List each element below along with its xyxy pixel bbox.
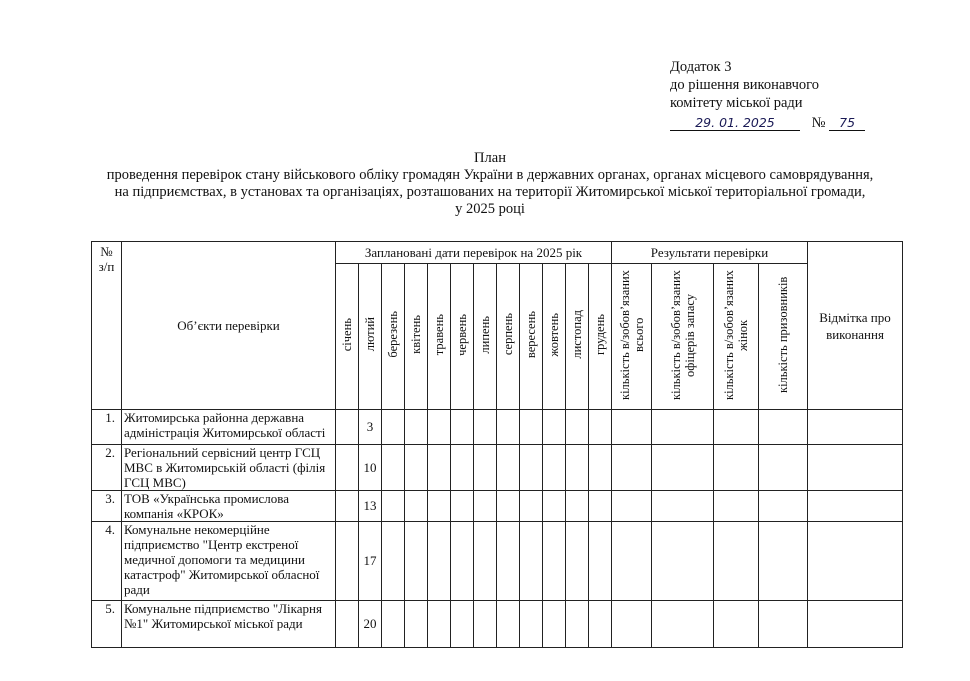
header-month [451, 264, 474, 410]
row-result-cell [759, 601, 808, 648]
plan-table [91, 241, 903, 648]
row-month-cell [566, 410, 589, 445]
row-month-cell [474, 522, 497, 601]
row-month-cell [566, 491, 589, 522]
row-number: 5. [92, 601, 122, 648]
row-result-cell [652, 445, 714, 491]
header-completion-mark: Відмітка про виконання [808, 242, 903, 410]
row-month-cell [589, 410, 612, 445]
month-label: червень [455, 313, 469, 356]
row-month-cell [382, 410, 405, 445]
row-result-cell [612, 410, 652, 445]
row-month-cell [589, 522, 612, 601]
header-month [359, 264, 382, 410]
row-month-cell [589, 601, 612, 648]
row-month-cell [566, 522, 589, 601]
row-month-cell [336, 522, 359, 601]
row-month-cell [474, 601, 497, 648]
row-month-cell [543, 445, 566, 491]
row-month-cell [428, 522, 451, 601]
month-label: жовтень [547, 312, 561, 357]
row-month-cell [566, 601, 589, 648]
header-month [543, 264, 566, 410]
row-number: 1. [92, 410, 122, 445]
month-label: вересень [524, 310, 538, 359]
row-month-cell [520, 445, 543, 491]
header-result [652, 264, 714, 410]
plan-subtitle-1: проведення перевірок стану військового обліку громадян України в державних органах, органах місцевого самоврядування, [106, 167, 874, 183]
row-result-cell [612, 522, 652, 601]
table-row [92, 491, 903, 522]
header-month [474, 264, 497, 410]
row-month-cell [451, 601, 474, 648]
row-month-cell [497, 491, 520, 522]
row-result-cell [652, 491, 714, 522]
plan-title [60, 150, 920, 218]
row-mark-cell [808, 522, 903, 601]
row-month-cell [405, 522, 428, 601]
row-day-february: 13 [359, 491, 382, 522]
row-number: 3. [92, 491, 122, 522]
month-label: квітень [409, 315, 423, 354]
row-object: Житомирська районна державна адміністрація Житомирської області [122, 410, 336, 445]
header-month [382, 264, 405, 410]
row-month-cell [520, 601, 543, 648]
row-month-cell [451, 445, 474, 491]
table-row [92, 601, 903, 648]
decision-date: 29. 01. 2025 [670, 116, 800, 131]
row-mark-cell [808, 601, 903, 648]
row-month-cell [428, 601, 451, 648]
row-month-cell [543, 522, 566, 601]
header-month [428, 264, 451, 410]
row-mark-cell [808, 445, 903, 491]
header-result [714, 264, 759, 410]
plan-subtitle-2: на підприємствах, в установах та організаціях, розташованих на території Житомирської міської територіальної громади, [114, 184, 866, 200]
row-number: 4. [92, 522, 122, 601]
row-month-cell [405, 491, 428, 522]
row-result-cell [714, 410, 759, 445]
plan-heading: План [474, 150, 506, 166]
row-result-cell [714, 445, 759, 491]
row-result-cell [652, 601, 714, 648]
annex-committee: комітету міської ради [670, 95, 803, 111]
month-label: березень [386, 311, 400, 358]
row-result-cell [612, 601, 652, 648]
row-result-cell [759, 522, 808, 601]
row-month-cell [336, 491, 359, 522]
row-month-cell [497, 522, 520, 601]
row-month-cell [497, 445, 520, 491]
decision-number: 75 [829, 116, 865, 131]
annex-title: Додаток 3 [670, 59, 732, 75]
row-month-cell [497, 410, 520, 445]
row-month-cell [336, 601, 359, 648]
row-result-cell [759, 445, 808, 491]
row-month-cell [520, 410, 543, 445]
row-result-cell [714, 491, 759, 522]
row-object: Комунальне некомерційне підприємство "Центр екстреної медичної допомоги та медицини катастроф" Житомирської обласної ради [122, 522, 336, 601]
row-month-cell [520, 522, 543, 601]
row-object: Комунальне підприємство "Лікарня №1" Житомирської міської ради [122, 601, 336, 648]
header-month [589, 264, 612, 410]
row-day-february: 17 [359, 522, 382, 601]
row-number: 2. [92, 445, 122, 491]
row-month-cell [382, 491, 405, 522]
month-label: січень [340, 317, 354, 352]
header-objects: Об’єкти перевірки [122, 242, 336, 410]
row-month-cell [451, 410, 474, 445]
result-label: кількість в/зобов’язаних всього [617, 269, 646, 400]
row-month-cell [451, 491, 474, 522]
row-month-cell [589, 445, 612, 491]
plan-subtitle-3: у 2025 році [455, 201, 525, 217]
header-results: Результати перевірки [612, 242, 808, 264]
result-label: кількість призовників [776, 276, 790, 393]
row-month-cell [382, 522, 405, 601]
row-month-cell [474, 445, 497, 491]
annex-block [670, 58, 865, 132]
row-month-cell [405, 601, 428, 648]
row-month-cell [520, 491, 543, 522]
header-month [336, 264, 359, 410]
row-result-cell [652, 522, 714, 601]
annex-date-number [670, 114, 865, 132]
row-month-cell [497, 601, 520, 648]
row-month-cell [566, 445, 589, 491]
row-day-february: 3 [359, 410, 382, 445]
header-month [520, 264, 543, 410]
month-label: лютий [363, 317, 377, 352]
row-month-cell [382, 445, 405, 491]
row-mark-cell [808, 410, 903, 445]
row-result-cell [714, 522, 759, 601]
row-month-cell [428, 410, 451, 445]
result-label: кількість в/зобов’язаних жінок [722, 269, 750, 400]
row-month-cell [428, 445, 451, 491]
header-month [497, 264, 520, 410]
month-label: грудень [593, 314, 607, 355]
row-result-cell [612, 445, 652, 491]
month-label: травень [432, 313, 446, 356]
row-result-cell [759, 410, 808, 445]
header-planned-dates: Заплановані дати перевірок на 2025 рік [336, 242, 612, 264]
annex-decision: до рішення виконавчого [670, 77, 819, 93]
table-row [92, 410, 903, 445]
row-month-cell [382, 601, 405, 648]
row-object: ТОВ «Українська промислова компанія «КРОК» [122, 491, 336, 522]
row-month-cell [474, 410, 497, 445]
row-object: Регіональний сервісний центр ГСЦ МВС в Житомирській області (філія ГСЦ МВС) [122, 445, 336, 491]
row-result-cell [714, 601, 759, 648]
row-result-cell [652, 410, 714, 445]
month-label: листопад [570, 310, 584, 359]
row-month-cell [451, 522, 474, 601]
row-month-cell [543, 601, 566, 648]
row-day-february: 10 [359, 445, 382, 491]
number-sign: № [811, 115, 826, 131]
month-label: липень [478, 315, 492, 354]
table-row [92, 445, 903, 491]
row-day-february: 20 [359, 601, 382, 648]
table-row [92, 522, 903, 601]
month-label: серпень [501, 313, 515, 356]
header-result [759, 264, 808, 410]
row-month-cell [405, 445, 428, 491]
row-month-cell [405, 410, 428, 445]
row-month-cell [543, 491, 566, 522]
header-month [566, 264, 589, 410]
result-label: кількість в/зобов’язаних офіцерів запасу [668, 269, 697, 400]
row-result-cell [759, 491, 808, 522]
header-month [405, 264, 428, 410]
header-number: № з/п [92, 242, 122, 410]
row-month-cell [336, 445, 359, 491]
row-month-cell [336, 410, 359, 445]
row-month-cell [589, 491, 612, 522]
row-month-cell [474, 491, 497, 522]
row-month-cell [543, 410, 566, 445]
header-result [612, 264, 652, 410]
row-result-cell [612, 491, 652, 522]
row-month-cell [428, 491, 451, 522]
row-mark-cell [808, 491, 903, 522]
